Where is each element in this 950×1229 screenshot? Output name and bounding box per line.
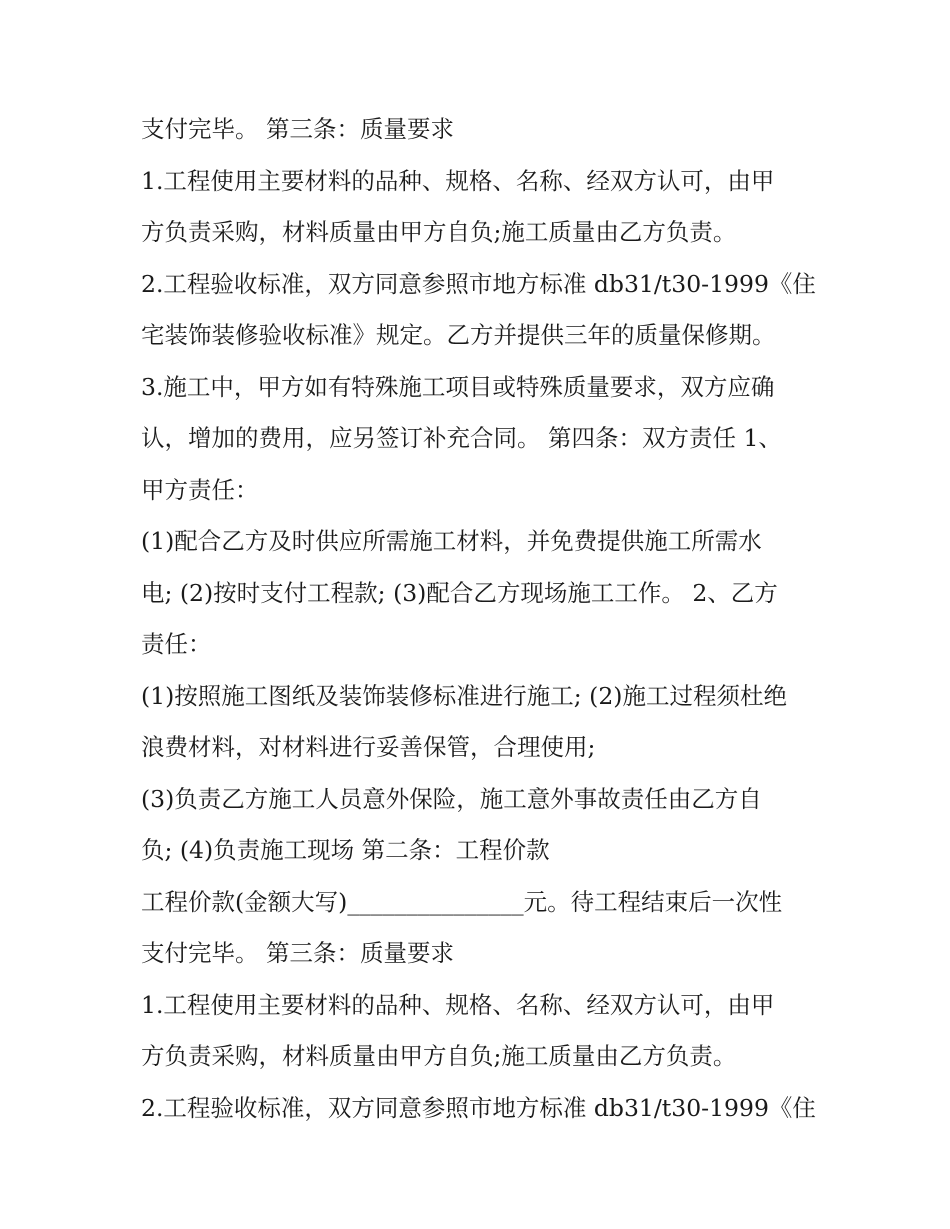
text-line: 宅装饰装修验收标准》规定。乙方并提供三年的质量保修期。 <box>141 321 776 349</box>
text-line: 支付完毕。 第三条：质量要求 <box>141 115 454 143</box>
text-line: 1.工程使用主要材料的品种、规格、名称、经双方认可，由甲 <box>141 990 775 1019</box>
text-line: (1)配合乙方及时供应所需施工材料，并免费提供施工所需水 <box>141 527 762 555</box>
text-line: 负; (4)负责施工现场 第二条：工程价款 <box>141 836 550 864</box>
text-line: 3.施工中，甲方如有特殊施工项目或特殊质量要求，双方应确 <box>141 372 775 401</box>
text-line: 1.工程使用主要材料的品种、规格、名称、经双方认可，由甲 <box>141 166 775 195</box>
text-line: 支付完毕。 第三条：质量要求 <box>141 939 454 967</box>
text-line: (3)负责乙方施工人员意外保险，施工意外事故责任由乙方自 <box>141 784 762 813</box>
text-line: 甲方责任： <box>141 475 259 504</box>
text-line: 责任： <box>141 630 212 658</box>
text-line: 工程价款(金额大写)_______________元。待工程结束后一次性 <box>141 887 783 916</box>
text-line: 浪费材料，对材料进行妥善保管，合理使用; <box>141 733 596 761</box>
text-line: 2.工程验收标准，双方同意参照市地方标准 db31/t30-1999《住 <box>141 1093 816 1122</box>
text-line: 2.工程验收标准，双方同意参照市地方标准 db31/t30-1999《住 <box>141 269 816 298</box>
text-line: 方负责采购，材料质量由甲方自负;施工质量由乙方负责。 <box>141 1042 737 1070</box>
text-line: 电; (2)按时支付工程款; (3)配合乙方现场施工工作。 2、乙方 <box>141 578 778 607</box>
document-body <box>141 104 821 1134</box>
text-line: 方负责采购，材料质量由甲方自负;施工质量由乙方负责。 <box>141 218 737 246</box>
text-line: (1)按照施工图纸及装饰装修标准进行施工; (2)施工过程须杜绝 <box>141 681 787 710</box>
text-line: 认，增加的费用，应另签订补充合同。 第四条：双方责任 1、 <box>141 424 782 452</box>
